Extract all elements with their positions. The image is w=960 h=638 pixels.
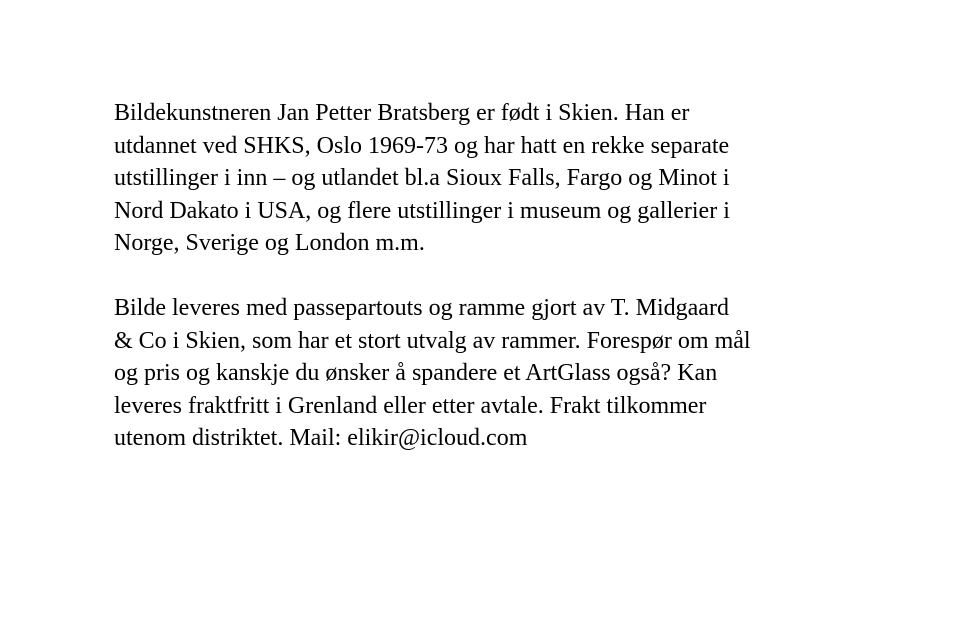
text-line: Norge, Sverige og London m.m. [114, 230, 425, 256]
text-line: utstillinger i inn – og utlandet bl.a Sioux Falls, Fargo og Minot i [114, 165, 730, 191]
text-line: Bildekunstneren Jan Petter Bratsberg er født i Skien. Han er [114, 100, 690, 126]
text-line: Bilde leveres med passepartouts og ramme gjort av T. Midgaard [114, 295, 729, 321]
contact-line: utenom distriktet. Mail: elikir@icloud.com [114, 425, 528, 451]
text-line: Nord Dakato i USA, og flere utstillinger i museum og gallerier i [114, 197, 730, 224]
text-line: leveres fraktfritt i Grenland eller etter avtale. Frakt tilkommer [114, 392, 707, 419]
artist-bio-paragraph [114, 97, 914, 260]
text-line: og pris og kanskje du ønsker å spandere et ArtGlass også? Kan [114, 360, 718, 386]
delivery-info-paragraph [114, 292, 914, 455]
text-line: utdannet ved SHKS, Oslo 1969-73 og har hatt en rekke separate [114, 132, 730, 159]
text-line: & Co i Skien, som har et stort utvalg av rammer. Forespør om mål [114, 327, 751, 354]
